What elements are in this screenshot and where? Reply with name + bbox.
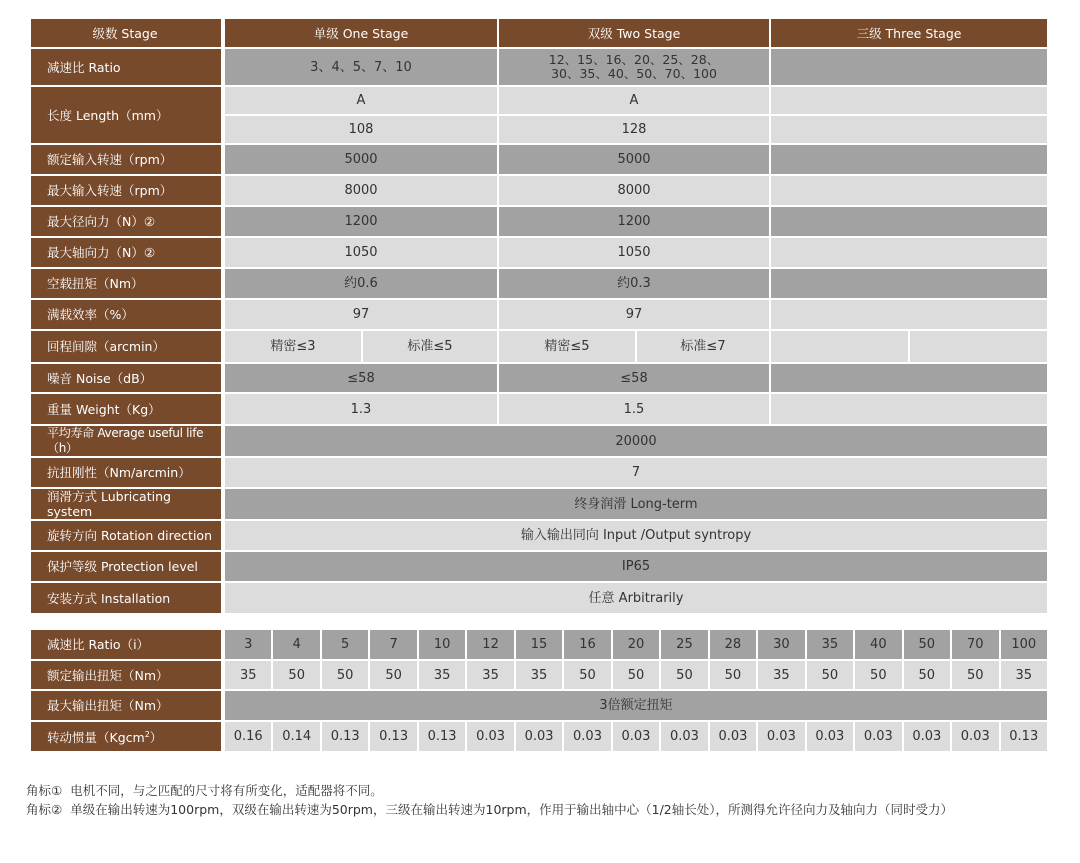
ratio-table [30,629,1048,752]
row-label-protection: 保护等级 Protection level [30,551,224,582]
row-label-ratio: 减速比 Ratio [30,48,224,86]
inertia-cell: 0.13 [369,721,417,752]
inertia-cell: 0.13 [321,721,369,752]
installation-value: 任意 Arbitrarily [224,582,1048,614]
weight-two: 1.5 [498,393,770,425]
inertia-cell: 0.03 [709,721,757,752]
footnote-2-mark: 角标② [26,802,63,817]
row-label-lubrication: 润滑方式 Lubricating system [30,488,224,520]
inertia-label-end: ） [149,730,163,746]
life-value: 20000 [224,425,1048,457]
axial-three [770,237,1048,268]
spec-table [30,18,1048,614]
rated-torque-cell: 50 [806,660,854,690]
ratio-cell: 7 [369,629,417,660]
rated-torque-cell: 50 [660,660,708,690]
row-label-length: 长度 Length（mm） [30,86,224,144]
inertia-cell: 0.03 [951,721,999,752]
inertia-cell: 0.03 [757,721,805,752]
row-label-inertia [30,721,224,752]
inertia-label: 转动惯量（Kgcm [47,730,145,746]
rated-torque-cell: 50 [321,660,369,690]
radial-two: 1200 [498,206,770,237]
ratio-two [498,48,770,86]
inertia-cell: 0.03 [466,721,514,752]
row-label-axial-force: 最大轴向力（N）② [30,237,224,268]
length-two-value: 128 [498,115,770,144]
row-label-noload-torque: 空载扭矩（Nm） [30,268,224,299]
ratio-three [770,48,1048,86]
inertia-cell: 0.13 [1000,721,1049,752]
rated-torque-cell: 50 [272,660,320,690]
inertia-cell: 0.03 [515,721,563,752]
noise-one: ≤58 [224,363,498,393]
row-label-rotation: 旋转方向 Rotation direction [30,520,224,551]
radial-three [770,206,1048,237]
inertia-cell: 0.03 [854,721,902,752]
ratio-cell: 3 [224,629,272,660]
row-label-weight: 重量 Weight（Kg） [30,393,224,425]
inertia-cell: 0.03 [612,721,660,752]
rated-input-three [770,144,1048,175]
header-two-stage: 双级 Two Stage [498,18,770,48]
row-label-stiffness: 抗扭刚性（Nm/arcmin） [30,457,224,488]
ratio-cell: 70 [951,629,999,660]
header-one-stage: 单级 One Stage [224,18,498,48]
protection-value: IP65 [224,551,1048,582]
lubrication-value: 终身润滑 Long-term [224,488,1048,520]
ratio-one: 3、4、5、7、10 [224,48,498,86]
axial-one: 1050 [224,237,498,268]
backlash-one-standard: 标准≤5 [362,330,498,363]
max-output-torque-value: 3倍额定扭矩 [224,690,1048,721]
rated-input-two: 5000 [498,144,770,175]
header-three-stage: 三级 Three Stage [770,18,1048,48]
length-two-a: A [498,86,770,115]
ratio-cell: 20 [612,629,660,660]
stiffness-value: 7 [224,457,1048,488]
row-label-installation: 安装方式 Installation [30,582,224,614]
weight-one: 1.3 [224,393,498,425]
length-three-a [770,86,1048,115]
efficiency-one: 97 [224,299,498,330]
backlash-one-precision: 精密≤3 [224,330,362,363]
rated-torque-cell: 35 [515,660,563,690]
max-input-one: 8000 [224,175,498,206]
rated-torque-cell: 35 [418,660,466,690]
row-label-rated-input: 额定输入转速（rpm） [30,144,224,175]
row-label-noise: 噪音 Noise（dB） [30,363,224,393]
row-label-efficiency: 满载效率（%） [30,299,224,330]
footnote-2 [26,800,961,818]
footnote-2-text: 单级在输出转速为100rpm，双级在输出转速为50rpm，三级在输出转速为10rpm，作用于输出轴中心（1/2轴长处），所测得允许径向力及轴向力（同时受力） [70,802,954,817]
inertia-cell: 0.03 [806,721,854,752]
backlash-three-precision [770,330,909,363]
backlash-two-standard: 标准≤7 [636,330,770,363]
row-label-rated-output-torque: 额定输出扭矩（Nm） [30,660,224,690]
rated-torque-cell: 50 [903,660,951,690]
noise-three [770,363,1048,393]
ratio-cell: 28 [709,629,757,660]
ratio-cell: 4 [272,629,320,660]
ratio-two-line2: 30、35、40、50、70、100 [551,66,717,81]
axial-two: 1050 [498,237,770,268]
inertia-cell: 0.16 [224,721,272,752]
inertia-cell: 0.13 [418,721,466,752]
backlash-two-precision: 精密≤5 [498,330,636,363]
inertia-cell: 0.03 [903,721,951,752]
rated-torque-cell: 50 [369,660,417,690]
ratio-cell: 5 [321,629,369,660]
efficiency-two: 97 [498,299,770,330]
footnote-1 [26,781,391,799]
footnote-1-text: 电机不同，与之匹配的尺寸将有所变化，适配器将不同。 [70,783,383,798]
row-label-backlash: 回程间隙（arcmin） [30,330,224,363]
rated-torque-cell: 50 [951,660,999,690]
header-stage: 级数 Stage [30,18,224,48]
inertia-superscript: 2 [144,730,150,740]
row-label-ratio-i: 减速比 Ratio（i） [30,629,224,660]
ratio-cell: 30 [757,629,805,660]
rated-torque-cell: 50 [854,660,902,690]
rated-torque-cell: 35 [1000,660,1049,690]
rated-torque-cell: 50 [709,660,757,690]
row-label-radial-force: 最大径向力（N）② [30,206,224,237]
row-label-life: 平均寿命 Average useful life（h） [30,425,224,457]
backlash-three-standard [909,330,1048,363]
ratio-cell: 16 [563,629,611,660]
row-label-max-output-torque: 最大输出扭矩（Nm） [30,690,224,721]
max-input-three [770,175,1048,206]
ratio-cell: 40 [854,629,902,660]
ratio-two-line1: 12、15、16、20、25、28、 [548,52,720,67]
efficiency-three [770,299,1048,330]
rated-torque-cell: 50 [612,660,660,690]
length-one-value: 108 [224,115,498,144]
ratio-cell: 10 [418,629,466,660]
ratio-cell: 15 [515,629,563,660]
row-label-max-input: 最大输入转速（rpm） [30,175,224,206]
radial-one: 1200 [224,206,498,237]
noload-two: 约0.3 [498,268,770,299]
rated-torque-cell: 35 [757,660,805,690]
rotation-value: 输入输出同向 Input /Output syntropy [224,520,1048,551]
rated-input-one: 5000 [224,144,498,175]
noload-three [770,268,1048,299]
ratio-cell: 25 [660,629,708,660]
rated-torque-cell: 35 [466,660,514,690]
ratio-cell: 50 [903,629,951,660]
noload-one: 约0.6 [224,268,498,299]
rated-torque-cell: 35 [224,660,272,690]
rated-torque-cell: 50 [563,660,611,690]
max-input-two: 8000 [498,175,770,206]
length-one-a: A [224,86,498,115]
footnote-1-mark: 角标① [26,783,63,798]
inertia-cell: 0.14 [272,721,320,752]
ratio-cell: 12 [466,629,514,660]
inertia-cell: 0.03 [660,721,708,752]
ratio-cell: 35 [806,629,854,660]
length-three-value [770,115,1048,144]
ratio-cell: 100 [1000,629,1049,660]
weight-three [770,393,1048,425]
noise-two: ≤58 [498,363,770,393]
inertia-cell: 0.03 [563,721,611,752]
